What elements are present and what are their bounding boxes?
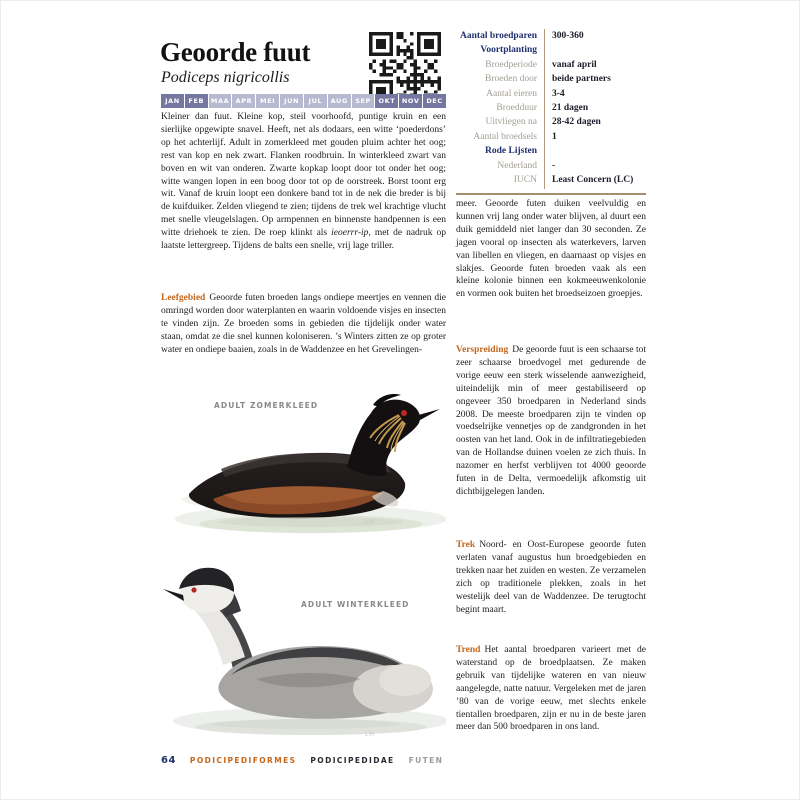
- infobox-value: 3-4: [552, 88, 565, 99]
- winter-photo-label: ADULT WINTERKLEED: [301, 600, 410, 609]
- month-presence-bar: [161, 94, 446, 108]
- infobox-divider: [544, 29, 545, 189]
- infobox-header-voortplanting: [456, 43, 646, 57]
- verspreiding-paragraph: [456, 344, 646, 499]
- infobox-value: 28-42 dagen: [552, 117, 601, 128]
- leefgebied-paragraph: [161, 292, 446, 357]
- infobox-row-nederland: [456, 159, 646, 173]
- infobox-label: Nederland: [497, 160, 537, 171]
- leefgebied-heading: Leefgebied: [161, 293, 206, 303]
- intro-text-end: , met de nadruk op laatste lettergreep. Tijdens de balts een snelle, vrij lage triller.: [161, 228, 446, 252]
- call-transcription: ieoerrr-ip: [331, 228, 369, 239]
- page-number: 64: [161, 755, 176, 766]
- page-title: Geoorde fuut: [160, 37, 311, 67]
- infobox-row-broedsels: [456, 130, 646, 144]
- page-footer: [161, 755, 443, 766]
- infobox-label: Aantal eieren: [486, 88, 537, 99]
- reflection: [219, 517, 403, 527]
- infobox-header-rode-lijsten: [456, 144, 646, 158]
- month-jun: JUN: [280, 94, 304, 108]
- infobox: [456, 29, 646, 187]
- leefgebied-text: Geoorde futen broeden langs ondiepe meertjes en vennen die omringd worden door waterplanten en waarin voldoende visjes en insecten te vinden zijn. Ze broeden soms in gebieden die tijdelijk onder water staan, omdat ze die snel kunnen koloniseren. ’s Winters zitten ze op groter water en ondiepe baaien, zoals in de Waddenzee en het Grevelingen-: [161, 293, 446, 355]
- infobox-value: 21 dagen: [552, 103, 589, 114]
- infobox-value: 300-360: [552, 31, 584, 41]
- continuation-paragraph: [456, 198, 646, 301]
- infobox-label: Broedduur: [496, 103, 537, 114]
- month-dec: DEC: [423, 94, 446, 108]
- red-eye: [401, 410, 407, 416]
- infobox-label: Rode Lijsten: [485, 146, 537, 157]
- scientific-name: Podiceps nigricollis: [161, 69, 290, 86]
- footer-order-name: PODICIPEDIFORMES: [189, 756, 297, 765]
- infobox-value: -: [552, 160, 556, 171]
- infobox-value: 1: [552, 131, 557, 142]
- infobox-value: Least Concern (LC): [552, 175, 634, 186]
- fluffy-rear-light: [379, 664, 431, 696]
- month-jul: JUL: [304, 94, 328, 108]
- trek-paragraph: [456, 539, 646, 616]
- footer-group-name: FUTEN: [408, 756, 444, 765]
- infobox-bottom-rule: [456, 193, 646, 195]
- infobox-value: beide partners: [552, 74, 611, 85]
- infobox-row-broeden-door: [456, 72, 646, 86]
- infobox-row-uitvliegen: [456, 115, 646, 129]
- winter-grebe-photo: [161, 549, 446, 749]
- intro-paragraph: [161, 111, 446, 253]
- continuation-text: meer. Geoorde futen duiken veelvuldig en kunnen vrij lang onder water blijven, al duurt een duik gemiddeld niet langer dan 30 seconden. Ze jagen vooral op insecten als waterkevers, larven van libellen en vliegen, en daarnaast op visjes en slakjes. Geoorde futen broeden vaak als een kleine kolonie binnen een kokmeeuwenkolonie en vormen ook buiten het broedseizoen groepjes.: [456, 199, 646, 300]
- month-feb: FEB: [185, 94, 209, 108]
- infobox-row-iucn: [456, 173, 646, 187]
- red-eye: [191, 587, 196, 592]
- infobox-value: [544, 43, 552, 57]
- infobox-value: vanaf april: [552, 59, 597, 70]
- month-aug: AUG: [328, 94, 352, 108]
- month-nov: NOV: [399, 94, 423, 108]
- trek-heading: Trek: [456, 540, 476, 550]
- infobox-label: Voortplanting: [480, 45, 537, 56]
- infobox-row-broedparen: [456, 29, 646, 43]
- summer-grebe-photo: [161, 391, 446, 541]
- infobox-label: Aantal broedparen: [460, 31, 537, 41]
- infobox-row-broedduur: [456, 101, 646, 115]
- infobox-row-aantal-eieren: [456, 87, 646, 101]
- infobox-label: Broedperiode: [485, 59, 537, 70]
- winter-photo-credit: LH: [365, 730, 375, 738]
- infobox-value: [544, 144, 552, 158]
- verspreiding-text: De geoorde fuut is een schaarse tot zeer schaarse broedvogel met gedurende de vorige eeuw een sterk wisselende aanwezigheid, uiteindelijk min of meer gestabiliseerd op ongeveer 350 broedparen in Nederland sinds 2008. De meeste broedparen zijn te vinden op voedselrijke vennetjes op de zandgronden in het oosten van het land. Ook in de infiltratiegebieden van de Hollandse duinen voelen ze zich thuis. In nazomer en herfst verblijven tot 4000 geoorde futen in de Delta, vermoedelijk afkomstig uit dichtbijgelegen landen.: [456, 345, 646, 497]
- infobox-row-broedperiode: [456, 58, 646, 72]
- month-sep: SEP: [352, 94, 376, 108]
- trend-heading: Trend: [456, 645, 481, 655]
- month-mei: MEI: [256, 94, 280, 108]
- month-jan: JAN: [161, 94, 185, 108]
- month-maa: MAA: [209, 94, 233, 108]
- intro-text: Kleiner dan fuut. Kleine kop, steil voorhoofd, puntige kruin en een sierlijke opgewipte snavel. Heeft, net als dodaars, een witte ‘poederdons’ op het achterlijf. Adult in zomerkleed met gouden pluim achter het oog; rest van kop en nek zwart. Flanken roodbruin. In winterkleed zwart van boven en wit van onderen. Zwarte kopkap loopt door tot onder het oog; witte wangen lopen in een boog door tot op de oorstreek. Borst toont erg wit. Vanaf de kruin loopt een donkere band tot in de nek die breder is bij de kuifduiker. Zelden vliegend te zien; tijdens de trek wel krachtige vlucht met snelle vleugelslagen. Op armpennen en binnenste handpennen is een witte driehoek te zien. De roep klinkt als: [161, 112, 446, 239]
- infobox-label: Broeden door: [485, 74, 537, 85]
- verspreiding-heading: Verspreiding: [456, 345, 509, 355]
- summer-photo-credit: LH: [365, 518, 375, 526]
- trend-paragraph: [456, 644, 646, 734]
- infobox-label: Uitvliegen na: [485, 117, 537, 128]
- month-okt: OKT: [375, 94, 399, 108]
- reflection: [211, 719, 401, 729]
- trend-text: Het aantal broedparen varieert met de waterstand op de broedplaatsen. Ze maken gebruik van tijdelijke wateren en van nieuw aangelegde, natte natuur. Vergeleken met de jaren ’80 van de vorige eeuw, met slechts enkele tientallen broedparen, zijn er nu in de beste jaren meer dan 500 broedparen in ons land.: [456, 645, 646, 733]
- infobox-label: IUCN: [513, 175, 537, 186]
- trek-text: Noord- en Oost-Europese geoorde futen verlaten vanaf augustus hun broedgebieden en trekken naar het zuiden en westen. Ze verzamelen zich op traditionele plekken, zoals in het westelijk deel van de Waddenzee. De terugtocht begint maart.: [456, 540, 646, 615]
- summer-photo-label: ADULT ZOMERKLEED: [214, 401, 319, 410]
- month-apr: APR: [232, 94, 256, 108]
- infobox-label: Aantal broedsels: [473, 131, 537, 142]
- footer-family-name: PODICIPEDIDAE: [310, 756, 395, 765]
